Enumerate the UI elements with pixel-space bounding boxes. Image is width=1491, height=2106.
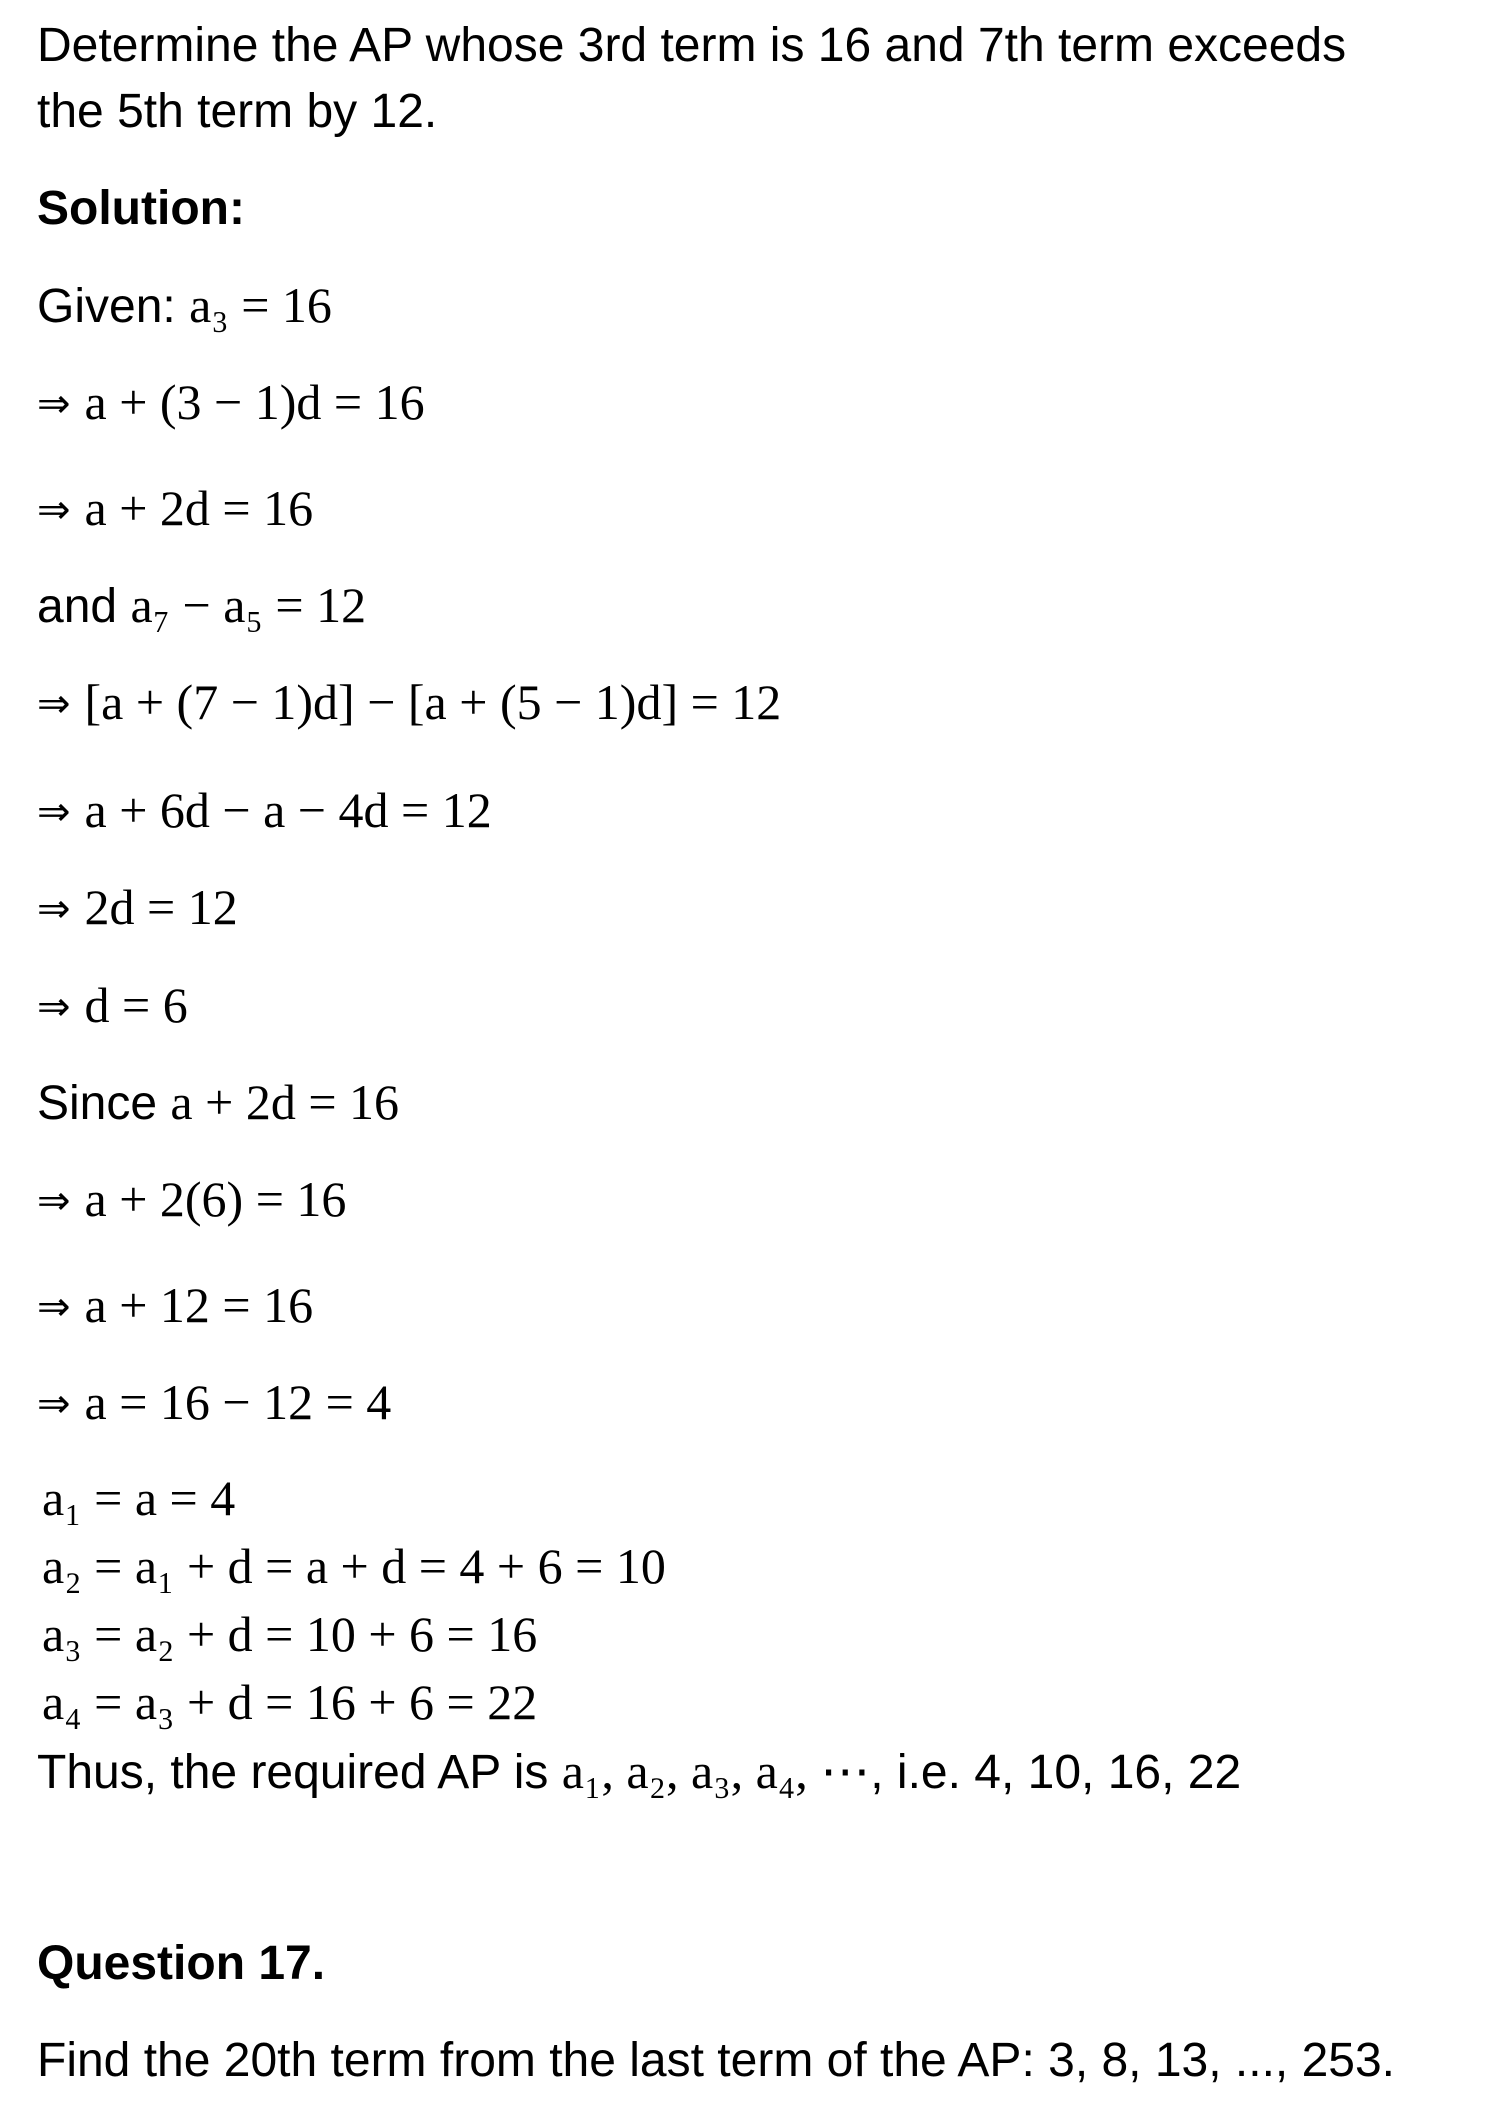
step-4: [37, 782, 492, 838]
step-5: [37, 879, 238, 935]
implies-arrow-icon: ⇒: [37, 1284, 71, 1330]
question-17-text: Find the 20th term from the last term of the AP: 3, 8, 13, ..., 253.: [37, 2034, 1396, 2087]
conclusion-prefix: Thus, the required AP is: [37, 1746, 549, 1799]
term-2: a₂ = a₁ + d = a + d = 4 + 6 = 10: [42, 1538, 666, 1594]
step-2-expression: a + 2d = 16: [84, 480, 314, 536]
question-17-heading: Question 17.: [37, 1937, 326, 1990]
step-7: [37, 1171, 347, 1227]
solution-heading: Solution:: [37, 182, 245, 235]
given-line: [37, 277, 332, 333]
and-label: and: [37, 580, 118, 633]
step-2: [37, 480, 314, 536]
step-6-expression: d = 6: [84, 977, 188, 1033]
step-6: [37, 977, 188, 1033]
step-4-expression: a + 6d − a − 4d = 12: [84, 782, 492, 838]
conclusion-sequence: a₁, a₂, a₃, a₄, ⋯: [561, 1743, 871, 1799]
step-1: [37, 374, 425, 430]
since-line: [37, 1074, 400, 1130]
given-expression: a₃ = 16: [189, 277, 332, 333]
conclusion-suffix: , i.e. 4, 10, 16, 22: [870, 1746, 1242, 1799]
step-1-expression: a + (3 − 1)d = 16: [84, 374, 425, 430]
step-9-expression: a = 16 − 12 = 4: [84, 1374, 392, 1430]
and-line: [37, 577, 367, 633]
step-3-expression: [a + (7 − 1)d] − [a + (5 − 1)d] = 12: [84, 674, 782, 730]
term-4: a₄ = a₃ + d = 16 + 6 = 22: [42, 1674, 538, 1730]
given-label: Given:: [37, 280, 176, 333]
since-label: Since: [37, 1077, 158, 1130]
step-3: [37, 674, 782, 730]
since-expression: a + 2d = 16: [170, 1074, 400, 1130]
implies-arrow-icon: ⇒: [37, 1178, 71, 1224]
term-1: a₁ = a = 4: [42, 1470, 236, 1526]
implies-arrow-icon: ⇒: [37, 1381, 71, 1427]
implies-arrow-icon: ⇒: [37, 886, 71, 932]
implies-arrow-icon: ⇒: [37, 681, 71, 727]
step-7-expression: a + 2(6) = 16: [84, 1171, 347, 1227]
step-9: [37, 1374, 392, 1430]
implies-arrow-icon: ⇒: [37, 789, 71, 835]
implies-arrow-icon: ⇒: [37, 487, 71, 533]
implies-arrow-icon: ⇒: [37, 381, 71, 427]
term-3: a₃ = a₂ + d = 10 + 6 = 16: [42, 1606, 538, 1662]
step-8-expression: a + 12 = 16: [84, 1277, 314, 1333]
and-expression: a₇ − a₅ = 12: [130, 577, 367, 633]
question-line-1: Determine the AP whose 3rd term is 16 and 7th term exceeds: [37, 19, 1347, 72]
step-8: [37, 1277, 314, 1333]
step-5-expression: 2d = 12: [84, 879, 238, 935]
conclusion-line: [37, 1743, 1242, 1799]
implies-arrow-icon: ⇒: [37, 984, 71, 1030]
question-line-2: the 5th term by 12.: [37, 85, 438, 138]
